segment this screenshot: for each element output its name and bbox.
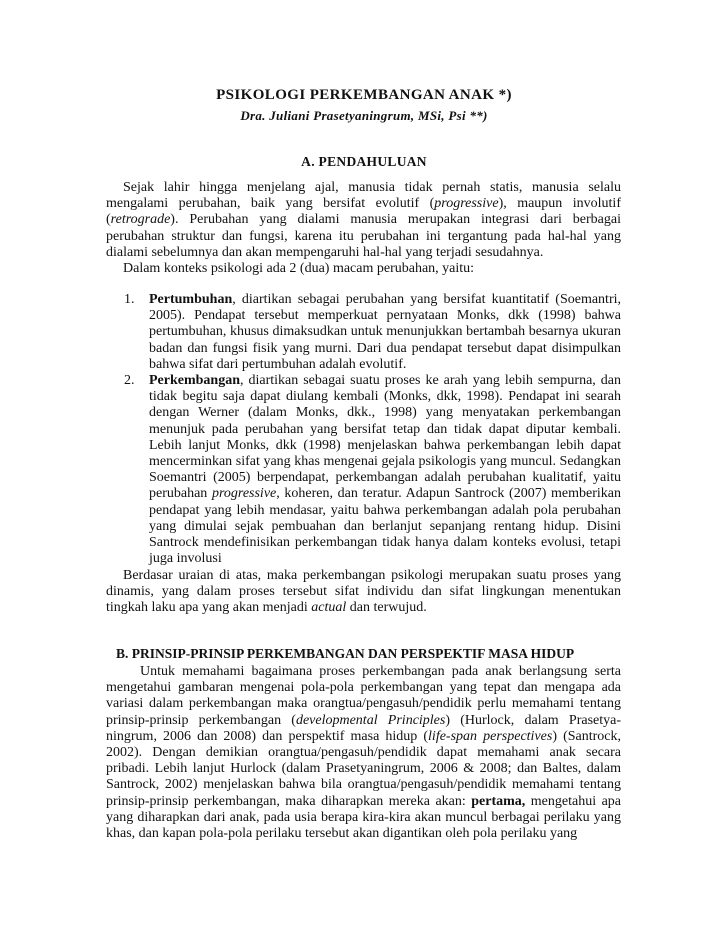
section-a-intro [106,180,621,277]
list-text: , diartikan sebagai suatu proses ke arah yang lebih sempurna, dan tidak begitu saja dapat diulang kembali (Monks, dkk, 1998). Pendapat ini searah dengan Werner (dalam Monks, dkk., 1998) yang menyatakan perkembangan menunjuk pada perubahan yang bersifat tetap dan tidak dapat diputar kembali. Lebih lanjut Monks, dkk (1998) menjelaskan bahwa perkembangan lebih dapat mencerminkan sifat yang khas mengenai gejala psikologis yang muncul. Sedangkan Soemantri (2005) berpendapat, perkembangan adalah perubahan kualitatif, yaitu perubahan [149,373,621,502]
change-types-list [124,292,621,567]
list-term: Pertumbuhan [149,292,233,307]
list-item-perkembangan [124,373,621,567]
list-number: 1. [124,292,135,307]
paragraph-context: Dalam konteks psikologi ada 2 (dua) macam perubahan, yaitu: [123,261,475,277]
italic-term: developmental Principles [295,712,446,728]
list-term: Perkembangan [149,373,240,389]
document-author: Dra. Juliani Prasetyaningrum, MSi, Psi **) [240,108,488,123]
text-run: Untuk memahami bagaimana proses perkembangan pada anak berlangsung serta mengetahui gambaran mengenai pola-pola perkembangan yang tepat dan mengapa ada variasi dalam perkembangan maka orangtua/pengasuh/pendidik perlu memahami tentang prinsip-prinsip perkembangan ( [106,664,621,728]
paragraph-conclusion [106,568,621,617]
italic-term: progressive [211,486,277,502]
text-run: mengetahui apa yang diharapkan dari anak, pada usia berapa kira-kira akan muncul berbagai perilaku yang khas, dan kapan pola-pola perilaku tersebut akan digantikan oleh pola perilaku yang [106,793,621,842]
list-item-pertumbuhan [124,292,621,373]
bold-term: pertama, [471,793,526,809]
paragraph-principles [106,664,621,842]
text-run: ). Perubahan yang dialami manusia merupakan integrasi dari berbagai perubahan struktur dan fungsi, karena itu perubahan ini tergantung pada hal-hal yang dialami sebelumnya dan akan mempengaruhi hal-hal yang terjadi sesudahnya. [106,212,621,260]
list-text: , diartikan sebagai perubahan yang bersifat kuantitatif (Soemantri, 2005). Pendapat tersebut memperkuat pernyataan Monks, dkk (1998) bahwa pertumbuhan, khusus dimaksudkan untuk menunjukkan bertambah besarnya ukuran badan dan fungsi fisik yang murni. Dari dua pendapat tersebut dapat disimpulkan bahwa sifat dari pertumbuhan adalah evolutif. [149,292,621,372]
text-run: Sejak lahir hingga menjelang ajal, manusia tidak pernah statis, manusia selalu mengalami perubahan, baik yang bersifat evolutif ( [106,180,621,212]
italic-term: actual [311,600,347,616]
section-a-heading: A. PENDAHULUAN [301,154,427,169]
list-text: , koheren, dan teratur. Adapun Santrock (2007) memberikan pendapat yang lebih mendasar, yaitu bahwa perkembangan adalah pola perubahan yang dimulai sejak pembuahan dan berlanjut sepanjang rentang hidup. Disini Santrock mendefinisikan perkembangan tidak hanya dalam konteks evolusi, tetapi juga involusi [149,486,621,567]
document-title: PSIKOLOGI PERKEMBANGAN ANAK *) [216,87,512,103]
section-a-conclusion [106,568,621,617]
section-b-body [106,664,621,842]
text-run: ) (Santrock, 2002). Dengan demikian orangtua/pengasuh/pendidik dapat memahami anak secara pribadi. Lebih lanjut Hurlock (dalam Prasetyaningrum, 2006 & 2008; dan Baltes, dalam Santrock, 2002) menjelaskan bahwa bila orangtua/pengasuh/pendidik memahami tentang prinsip-prinsip perkembangan, maka diharapkan mereka akan: [106,728,622,809]
paragraph-intro [106,180,621,261]
text-run: ) (Hurlock, dalam Prasetya-ningrum, 2006 dan 2008) dan perspektif masa hidup ( [106,712,622,744]
italic-term: progressive [434,196,499,212]
list-number: 2. [124,373,135,389]
italic-term: life-span perspectives [428,728,553,744]
text-run: ), maupun involutif ( [106,196,621,228]
section-b-heading: B. PRINSIP-PRINSIP PERKEMBANGAN DAN PERSPEKTIF MASA HIDUP [116,646,575,661]
italic-term: retrograde [110,212,171,228]
text-run: dan terwujud. [346,600,427,616]
text-run: Berdasar uraian di atas, maka perkembangan psikologi merupakan suatu proses yang dinamis, yang dalam proses tersebut sifat individu dan sifat lingkungan menentukan tingkah laku apa yang akan menjadi [106,568,621,616]
